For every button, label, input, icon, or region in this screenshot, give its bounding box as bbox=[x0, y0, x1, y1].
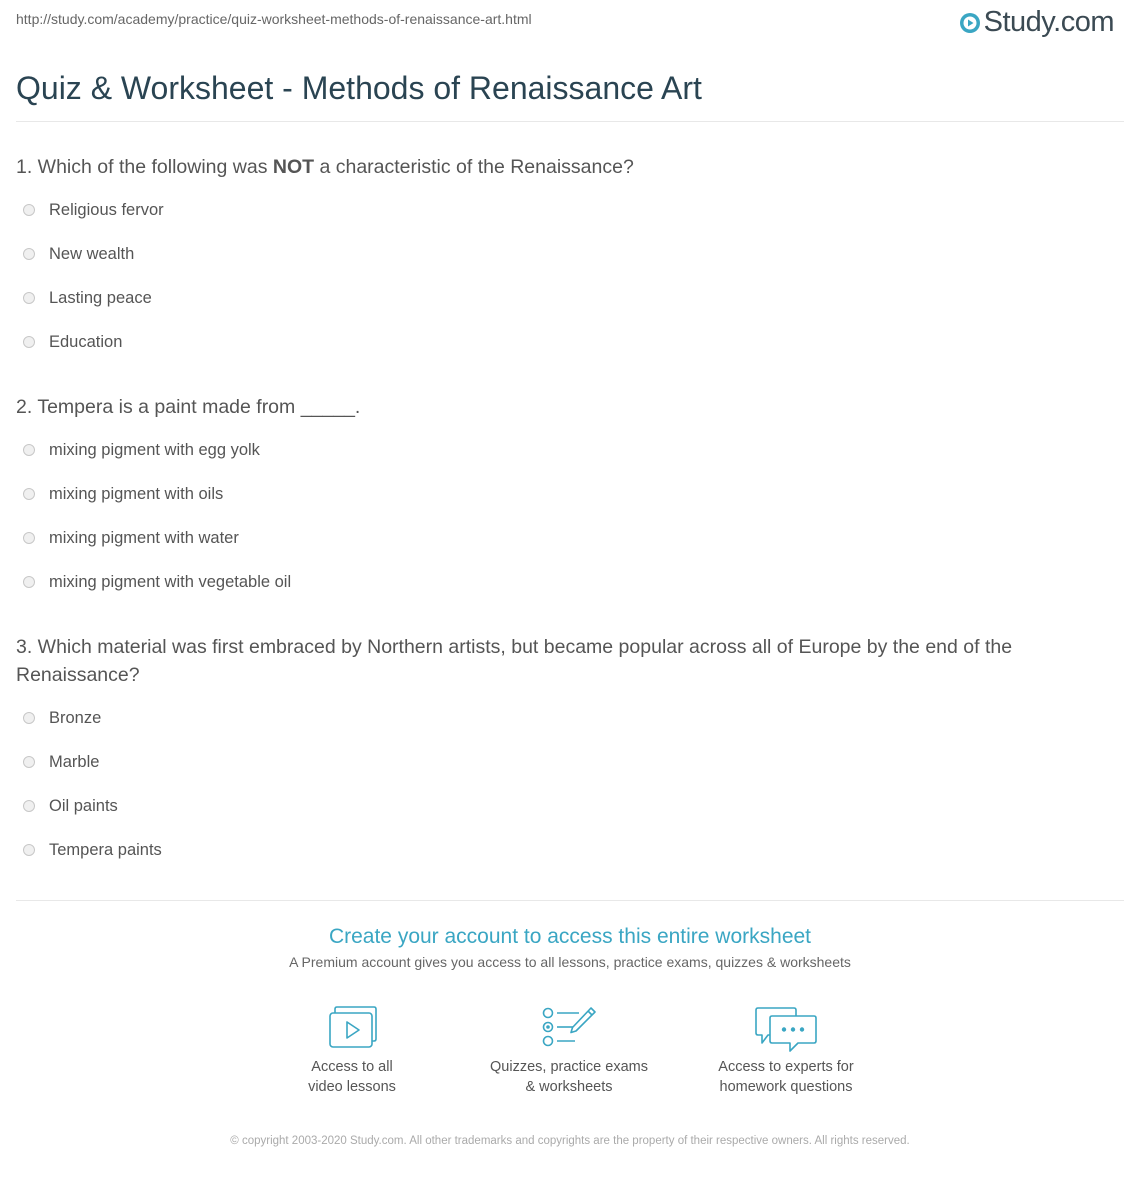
answer-option[interactable]: Bronze bbox=[16, 696, 1122, 740]
radio-button[interactable] bbox=[23, 336, 35, 348]
answer-option[interactable]: Lasting peace bbox=[16, 276, 1122, 320]
answer-option[interactable]: Marble bbox=[16, 740, 1122, 784]
answer-option[interactable]: Education bbox=[16, 320, 1122, 364]
radio-button[interactable] bbox=[23, 576, 35, 588]
question-1-text: 1. Which of the following was NOT a characteristic of the Renaissance? bbox=[16, 156, 634, 178]
answer-option[interactable]: Oil paints bbox=[16, 784, 1122, 828]
answer-option[interactable]: mixing pigment with egg yolk bbox=[16, 428, 1122, 472]
page-title: Quiz & Worksheet - Methods of Renaissance Art bbox=[16, 70, 702, 106]
premium-description: A Premium account gives you access to all lessons, practice exams, quizzes & worksheets bbox=[289, 954, 851, 970]
answer-option[interactable]: New wealth bbox=[16, 232, 1122, 276]
question-1 bbox=[16, 153, 1122, 364]
radio-button[interactable] bbox=[23, 488, 35, 500]
radio-button[interactable] bbox=[23, 248, 35, 260]
create-account-link[interactable]: Create your account to access this entire worksheet bbox=[328, 925, 812, 948]
video-lessons-icon bbox=[326, 1005, 378, 1049]
question-3 bbox=[16, 633, 1122, 872]
radio-button[interactable] bbox=[23, 204, 35, 216]
page-url: http://study.com/academy/practice/quiz-worksheet-methods-of-renaissance-art.html bbox=[16, 11, 532, 27]
question-1-options bbox=[16, 188, 1122, 364]
feature-label: Access to all video lessons bbox=[308, 1059, 396, 1095]
radio-button[interactable] bbox=[23, 444, 35, 456]
copyright-footer: © copyright 2003-2020 Study.com. All other trademarks and copyrights are the property of their respective owners. All rights reserved. bbox=[230, 1135, 910, 1147]
answer-option[interactable]: Religious fervor bbox=[16, 188, 1122, 232]
feature-label: Quizzes, practice exams & worksheets bbox=[490, 1059, 648, 1095]
radio-button[interactable] bbox=[23, 712, 35, 724]
answer-option[interactable]: mixing pigment with oils bbox=[16, 472, 1122, 516]
feature-video-lessons bbox=[252, 1005, 452, 1097]
radio-button[interactable] bbox=[23, 756, 35, 768]
radio-button[interactable] bbox=[23, 292, 35, 304]
question-3-text: 3. Which material was first embraced by Northern artists, but became popular across all of Europe by the end of the Renaissance? bbox=[16, 636, 1013, 686]
question-2-options bbox=[16, 428, 1122, 604]
chat-bubbles-icon bbox=[754, 1005, 818, 1055]
radio-button[interactable] bbox=[23, 844, 35, 856]
feature-experts bbox=[686, 1005, 886, 1097]
radio-button[interactable] bbox=[23, 800, 35, 812]
question-2-text: 2. Tempera is a paint made from _____. bbox=[16, 396, 361, 418]
feature-quizzes bbox=[469, 1005, 669, 1097]
question-2 bbox=[16, 393, 1122, 604]
logo-text: Study.com bbox=[983, 6, 1114, 38]
question-3-options bbox=[16, 696, 1122, 872]
feature-label: Access to experts for homework questions bbox=[718, 1059, 854, 1095]
study-logo[interactable] bbox=[959, 6, 1114, 39]
cta-divider bbox=[16, 900, 1124, 901]
quiz-checklist-icon bbox=[541, 1005, 597, 1049]
answer-option[interactable]: Tempera paints bbox=[16, 828, 1122, 872]
answer-option[interactable]: mixing pigment with vegetable oil bbox=[16, 560, 1122, 604]
radio-button[interactable] bbox=[23, 532, 35, 544]
answer-option[interactable]: mixing pigment with water bbox=[16, 516, 1122, 560]
title-divider bbox=[16, 121, 1124, 122]
play-logo-icon bbox=[959, 12, 981, 34]
